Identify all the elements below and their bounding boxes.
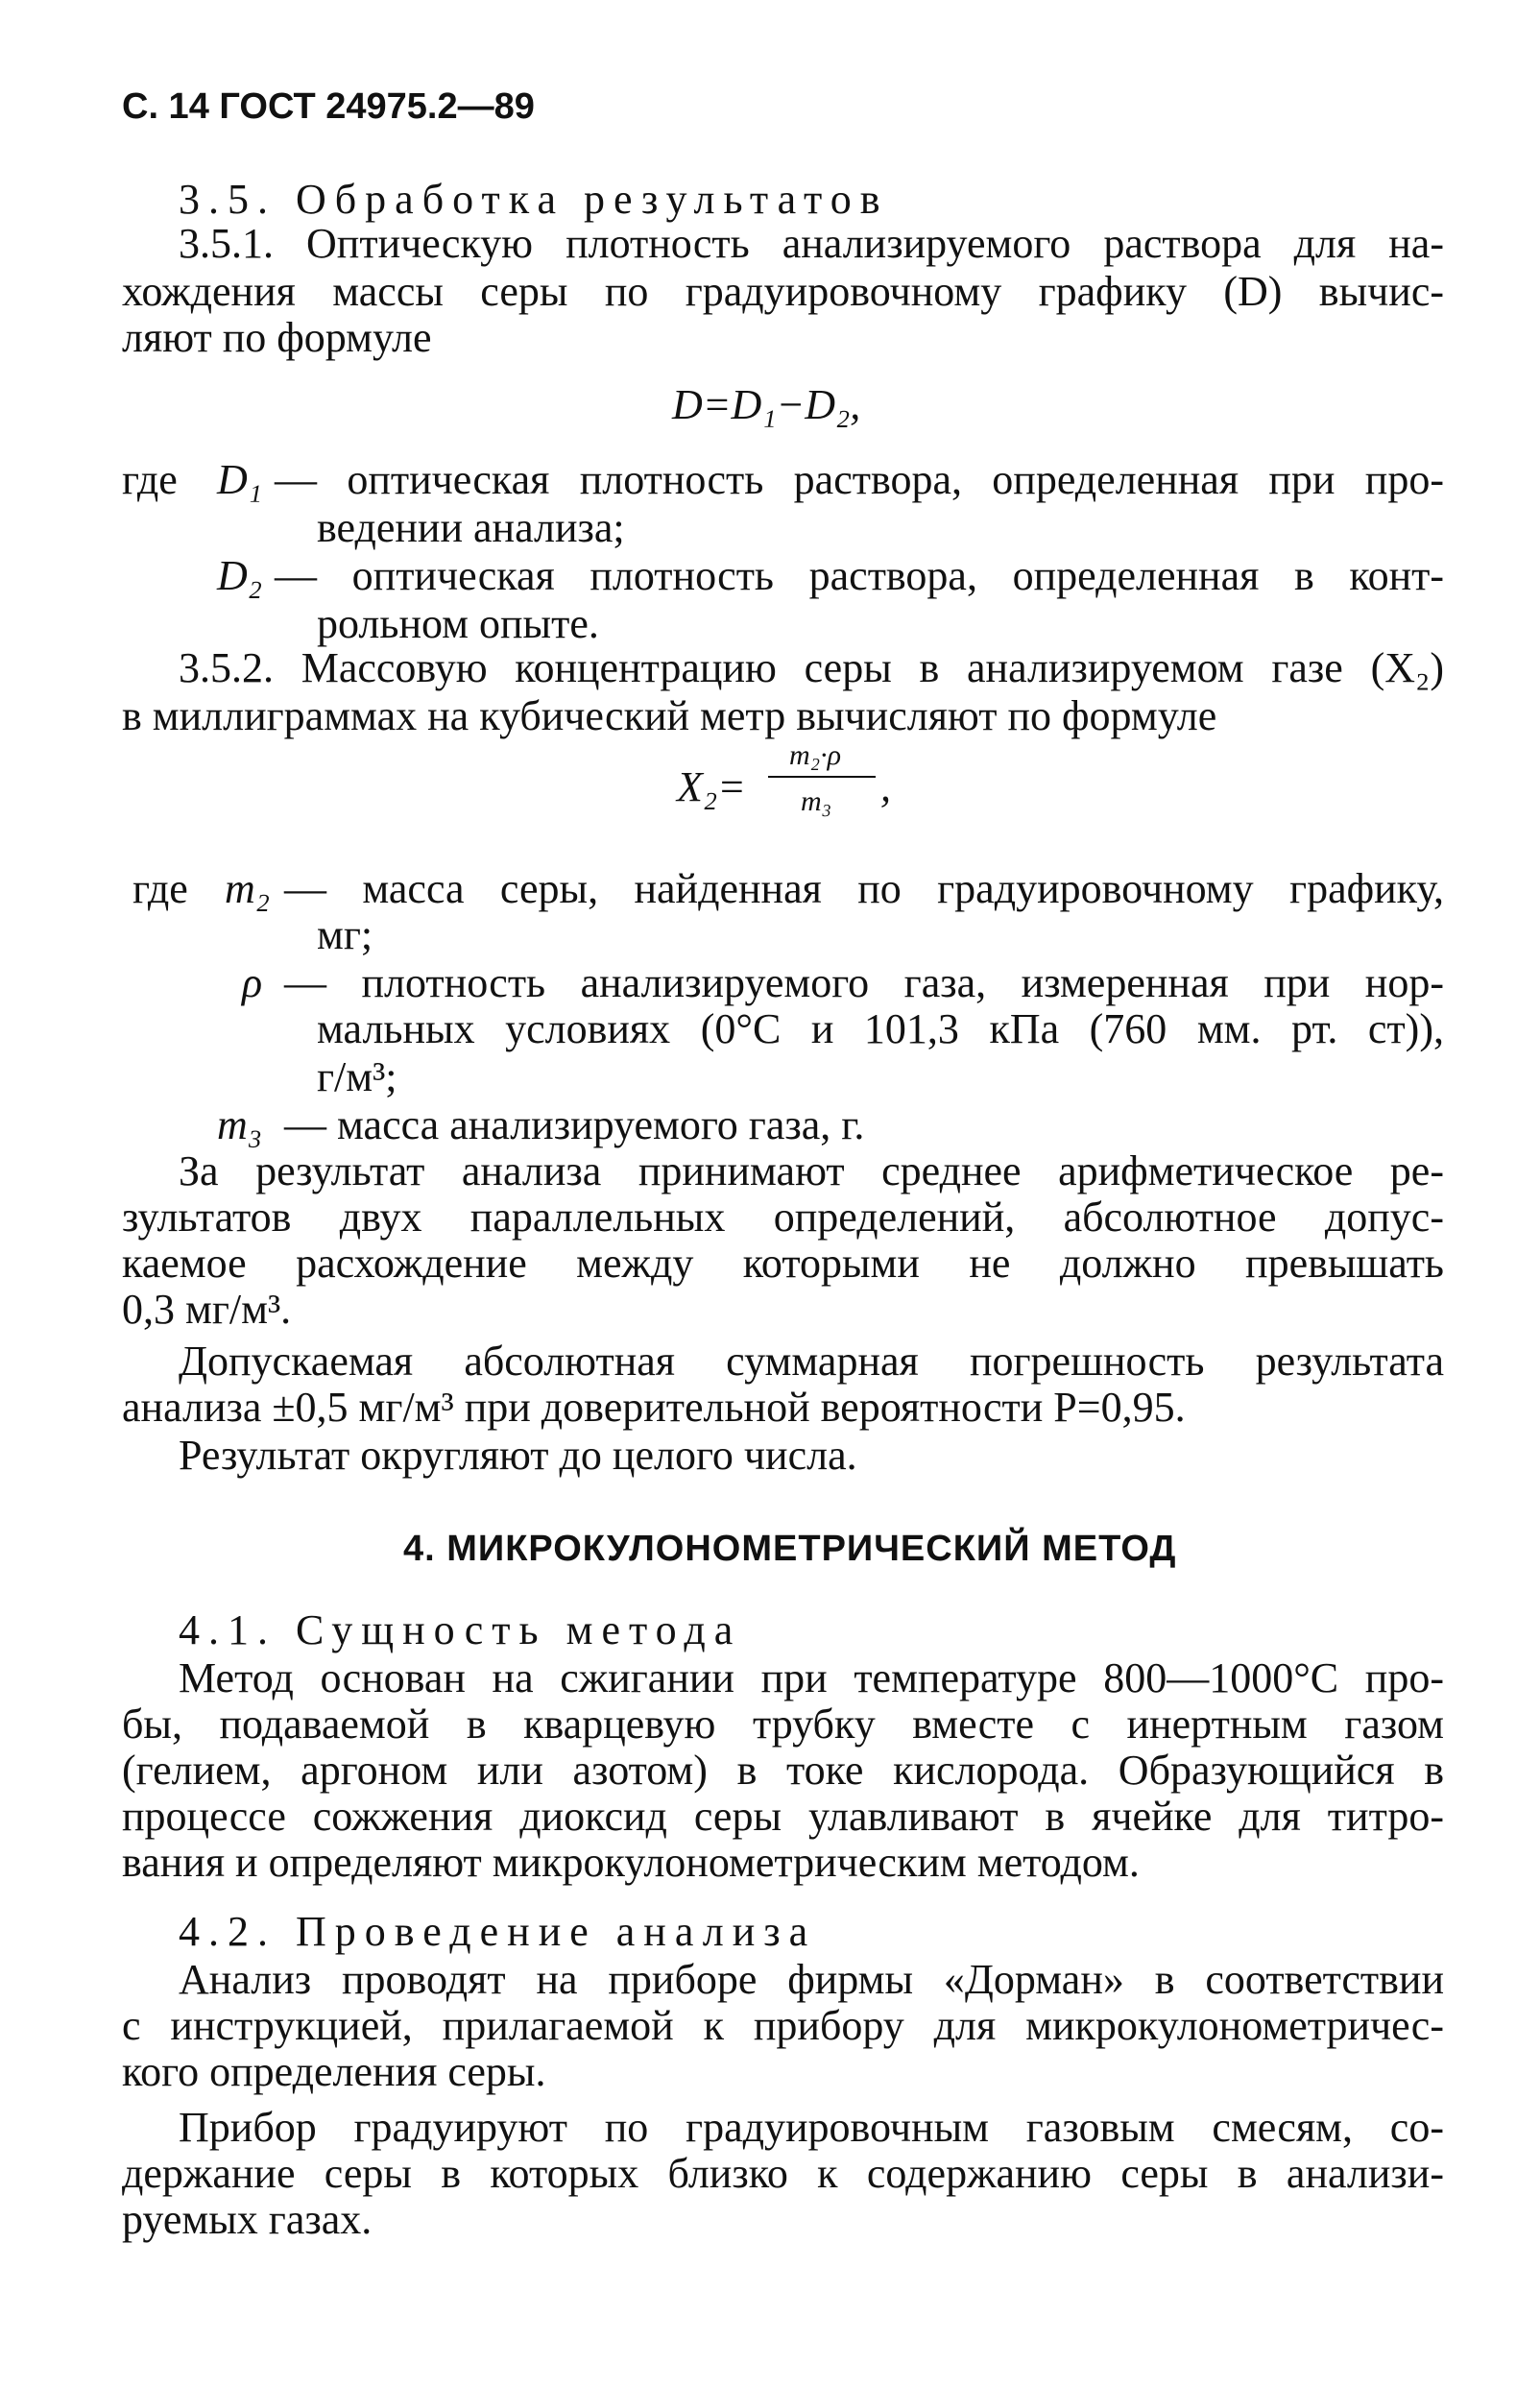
where-definition: г/м³; (317, 1053, 397, 1100)
where-symbol: D₂ (217, 552, 263, 599)
where-symbol: D₁ (217, 456, 263, 503)
paragraph-line: Допускаемая абсолютная суммарная погрешность результата (179, 1338, 1444, 1385)
formula-comma: , (880, 763, 891, 810)
where-prefix: где (132, 865, 188, 912)
where-definition: — плотность анализируемого газа, измеренная при нор- (284, 959, 1444, 1006)
paragraph-line: 0,3 мг/м³. (122, 1286, 292, 1333)
section-3-5-title: 3.5. Обработка результатов (179, 176, 889, 223)
paragraph-line: руемых газах. (122, 2196, 373, 2243)
where-definition: — масса серы, найденная по градуировочному графику, (284, 865, 1444, 912)
paragraph-line: 3.5.2. Массовую концентрацию серы в анализируемом газе (X₂) (179, 644, 1444, 691)
where-definition: — оптическая плотность раствора, определенная при про- (275, 456, 1444, 503)
section-4-2-title: 4.2. Проведение анализа (179, 1908, 817, 1955)
paragraph-line: Прибор градуируют по градуировочным газовым смесям, со- (179, 2104, 1444, 2151)
paragraph-line: в миллиграммах на кубический метр вычисляют по формуле (122, 692, 1217, 739)
paragraph-line: ляют по формуле (122, 314, 432, 361)
paragraph-line: За результат анализа принимают среднее арифметическое ре- (179, 1147, 1444, 1194)
where-definition: мальных условиях (0°C и 101,3 кПа (760 мм. рт. ст)), (317, 1005, 1444, 1052)
paragraph-line: (гелием, аргоном или азотом) в токе кислорода. Образующийся в (122, 1747, 1444, 1794)
formula-lhs: X₂= (677, 763, 746, 810)
paragraph-line: 3.5.1. Оптическую плотность анализируемого раствора для на- (179, 220, 1444, 267)
where-definition: мг; (317, 911, 373, 958)
paragraph-line: Метод основан на сжигании при температуре 800—1000°C про- (179, 1654, 1444, 1701)
fraction-numerator: m₂·ρ (789, 739, 841, 771)
paragraph-line: кого определения серы. (122, 2048, 546, 2095)
paragraph-line: бы, подаваемой в кварцевую трубку вместе с инертным газом (122, 1701, 1444, 1748)
where-definition: — оптическая плотность раствора, определенная в конт- (275, 552, 1444, 599)
where-prefix: где (122, 456, 178, 503)
section-4-title: 4. МИКРОКУЛОНОМЕТРИЧЕСКИЙ МЕТОД (403, 1529, 1177, 1569)
where-definition: ведении анализа; (317, 504, 625, 551)
fraction-denominator: m₃ (801, 785, 832, 817)
paragraph-line: Анализ проводят на приборе фирмы «Дорман» в соответствии (179, 1956, 1444, 2003)
paragraph-line: каемое расхождение между которыми не должно превышать (122, 1240, 1444, 1287)
page-header: С. 14 ГОСТ 24975.2—89 (122, 86, 535, 127)
where-symbol: m₃ (217, 1101, 263, 1148)
formula-optical-density: D=D₁−D₂, (672, 381, 861, 428)
where-definition: — масса анализируемого газа, г. (284, 1101, 865, 1148)
fraction-bar (768, 776, 876, 778)
paragraph-line: зультатов двух параллельных определений, абсолютное допус- (122, 1194, 1444, 1241)
paragraph-line: хождения массы серы по градуировочному графику (D) вычис- (122, 268, 1444, 315)
paragraph-line: вания и определяют микрокулонометрическим методом. (122, 1839, 1140, 1886)
paragraph-line: с инструкцией, прилагаемой к прибору для микрокулонометричес- (122, 2002, 1444, 2049)
paragraph-line: Результат округляют до целого числа. (179, 1432, 857, 1479)
where-symbol: ρ (242, 959, 263, 1006)
where-definition: рольном опыте. (317, 600, 599, 647)
paragraph-line: анализа ±0,5 мг/м³ при доверительной вероятности P=0,95. (122, 1384, 1186, 1431)
paragraph-line: процессе сожжения диоксид серы улавливают в ячейке для титро- (122, 1793, 1444, 1840)
section-4-1-title: 4.1. Сущность метода (179, 1606, 742, 1653)
paragraph-line: держание серы в которых близко к содержанию серы в анализи- (122, 2150, 1444, 2197)
where-symbol: m₂ (225, 865, 271, 912)
